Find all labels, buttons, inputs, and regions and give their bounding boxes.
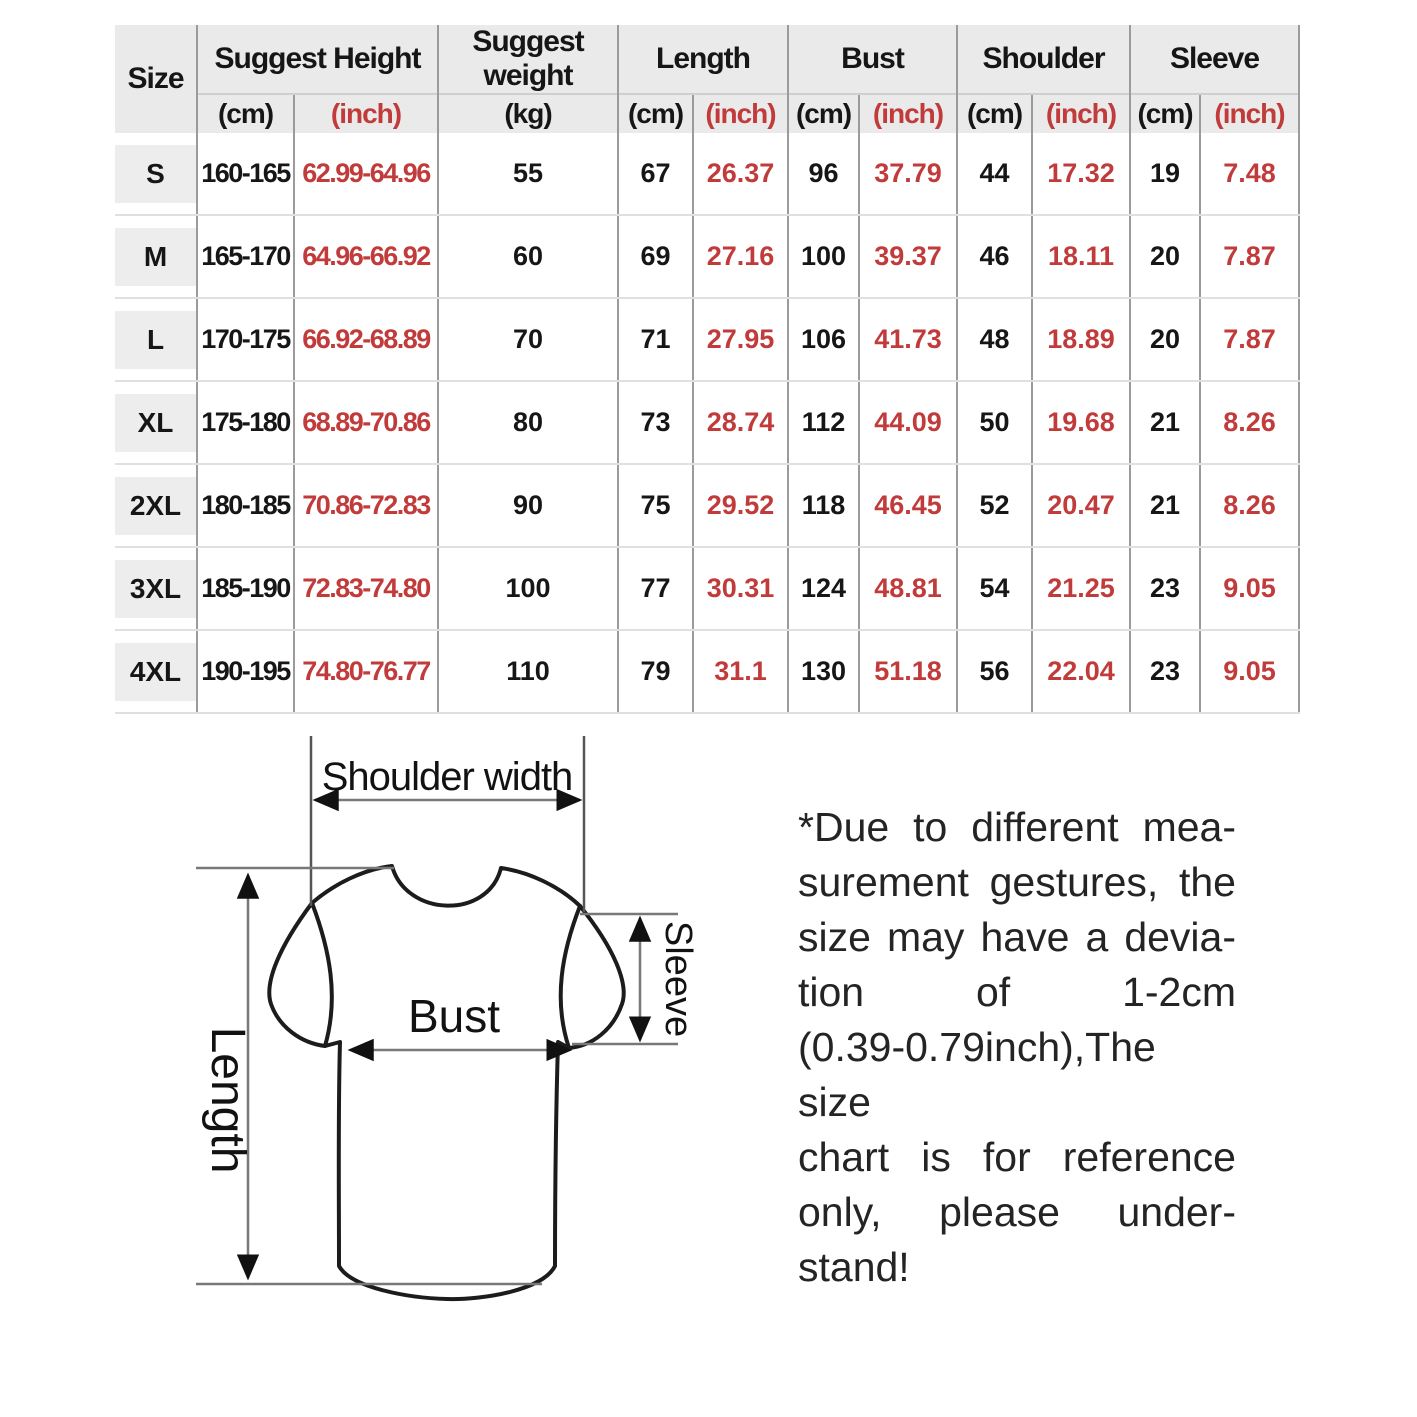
unit-weight-kg: (kg) xyxy=(438,94,618,133)
cell-shoulder-inch: 22.04 xyxy=(1032,630,1130,713)
cell-sleeve-inch: 9.05 xyxy=(1200,630,1299,713)
cell-sleeve-cm: 21 xyxy=(1130,464,1200,547)
note-line: tion of 1-2cm xyxy=(798,969,1236,1015)
table-row xyxy=(115,630,1299,713)
size-table xyxy=(115,25,1300,714)
cell-height-inch: 74.80-76.77 xyxy=(294,630,438,713)
cell-bust-inch: 51.18 xyxy=(859,630,957,713)
cell-length-inch: 27.16 xyxy=(693,215,788,298)
cell-height-inch: 70.86-72.83 xyxy=(294,464,438,547)
cell-bust-cm: 106 xyxy=(788,298,859,381)
cell-shoulder-cm: 50 xyxy=(957,381,1032,464)
cell-weight-kg: 90 xyxy=(438,464,618,547)
cell-bust-cm: 118 xyxy=(788,464,859,547)
size-label: L xyxy=(115,311,196,369)
cell-sleeve-inch: 9.05 xyxy=(1200,547,1299,630)
unit-shoulder-inch: (inch) xyxy=(1032,94,1130,133)
cell-sleeve-cm: 21 xyxy=(1130,381,1200,464)
table-row xyxy=(115,547,1299,630)
unit-shoulder-cm: (cm) xyxy=(957,94,1032,133)
measurement-disclaimer xyxy=(798,800,1236,1295)
cell-weight-kg: 110 xyxy=(438,630,618,713)
unit-bust-cm: (cm) xyxy=(788,94,859,133)
cell-shoulder-cm: 44 xyxy=(957,133,1032,215)
size-cell xyxy=(115,630,197,713)
size-cell xyxy=(115,381,197,464)
cell-bust-cm: 130 xyxy=(788,630,859,713)
tshirt-measurement-diagram xyxy=(170,722,794,1352)
table-row xyxy=(115,464,1299,547)
size-label: 4XL xyxy=(115,643,196,701)
size-cell xyxy=(115,133,197,215)
shoulder-width-label: Shoulder width xyxy=(321,755,573,799)
cell-sleeve-inch: 7.87 xyxy=(1200,298,1299,381)
unit-bust-inch: (inch) xyxy=(859,94,957,133)
cell-height-inch: 72.83-74.80 xyxy=(294,547,438,630)
cell-weight-kg: 80 xyxy=(438,381,618,464)
cell-shoulder-inch: 20.47 xyxy=(1032,464,1130,547)
table-row xyxy=(115,215,1299,298)
cell-weight-kg: 100 xyxy=(438,547,618,630)
cell-shoulder-inch: 21.25 xyxy=(1032,547,1130,630)
cell-length-inch: 29.52 xyxy=(693,464,788,547)
size-cell xyxy=(115,215,197,298)
cell-height-inch: 66.92-68.89 xyxy=(294,298,438,381)
cell-length-inch: 27.95 xyxy=(693,298,788,381)
header-suggest-height: Suggest Height xyxy=(197,25,438,94)
cell-sleeve-cm: 20 xyxy=(1130,215,1200,298)
cell-shoulder-cm: 54 xyxy=(957,547,1032,630)
cell-bust-cm: 112 xyxy=(788,381,859,464)
cell-sleeve-inch: 7.87 xyxy=(1200,215,1299,298)
cell-weight-kg: 55 xyxy=(438,133,618,215)
cell-height-cm: 185-190 xyxy=(197,547,294,630)
sleeve-label: Sleeve xyxy=(657,920,699,1038)
cell-bust-cm: 124 xyxy=(788,547,859,630)
cell-length-inch: 28.74 xyxy=(693,381,788,464)
note-line: stand! xyxy=(798,1244,910,1290)
unit-length-cm: (cm) xyxy=(618,94,693,133)
table-row xyxy=(115,133,1299,215)
note-line: only, please under- xyxy=(798,1189,1236,1235)
cell-length-cm: 71 xyxy=(618,298,693,381)
cell-shoulder-inch: 18.89 xyxy=(1032,298,1130,381)
cell-length-cm: 73 xyxy=(618,381,693,464)
size-cell xyxy=(115,464,197,547)
cell-height-inch: 68.89-70.86 xyxy=(294,381,438,464)
note-line: surement gestures, the xyxy=(798,859,1236,905)
size-label: XL xyxy=(115,394,196,452)
size-label: 2XL xyxy=(115,477,196,535)
cell-length-cm: 75 xyxy=(618,464,693,547)
note-line: size may have a devia- xyxy=(798,914,1236,960)
cell-height-cm: 175-180 xyxy=(197,381,294,464)
cell-bust-cm: 96 xyxy=(788,133,859,215)
cell-weight-kg: 70 xyxy=(438,298,618,381)
size-cell xyxy=(115,298,197,381)
cell-height-cm: 170-175 xyxy=(197,298,294,381)
tshirt-sleeve-seam-right xyxy=(561,906,580,1048)
cell-shoulder-inch: 18.11 xyxy=(1032,215,1130,298)
cell-sleeve-inch: 8.26 xyxy=(1200,464,1299,547)
size-label: 3XL xyxy=(115,560,196,618)
cell-weight-kg: 60 xyxy=(438,215,618,298)
tshirt-sleeve-seam-left xyxy=(312,903,332,1046)
cell-shoulder-cm: 56 xyxy=(957,630,1032,713)
cell-shoulder-inch: 19.68 xyxy=(1032,381,1130,464)
unit-height-cm: (cm) xyxy=(197,94,294,133)
unit-sleeve-cm: (cm) xyxy=(1130,94,1200,133)
cell-bust-inch: 39.37 xyxy=(859,215,957,298)
cell-shoulder-cm: 48 xyxy=(957,298,1032,381)
header-sleeve: Sleeve xyxy=(1130,25,1299,94)
cell-sleeve-cm: 20 xyxy=(1130,298,1200,381)
cell-sleeve-cm: 23 xyxy=(1130,547,1200,630)
cell-shoulder-cm: 52 xyxy=(957,464,1032,547)
cell-length-cm: 79 xyxy=(618,630,693,713)
table-row xyxy=(115,298,1299,381)
cell-bust-inch: 48.81 xyxy=(859,547,957,630)
length-label: Length xyxy=(201,1026,254,1174)
cell-length-inch: 31.1 xyxy=(693,630,788,713)
cell-bust-inch: 46.45 xyxy=(859,464,957,547)
cell-sleeve-inch: 7.48 xyxy=(1200,133,1299,215)
header-length: Length xyxy=(618,25,788,94)
cell-length-inch: 30.31 xyxy=(693,547,788,630)
cell-length-cm: 69 xyxy=(618,215,693,298)
cell-shoulder-inch: 17.32 xyxy=(1032,133,1130,215)
unit-sleeve-inch: (inch) xyxy=(1200,94,1299,133)
size-cell xyxy=(115,547,197,630)
bust-label: Bust xyxy=(407,990,501,1042)
cell-height-cm: 180-185 xyxy=(197,464,294,547)
cell-height-cm: 190-195 xyxy=(197,630,294,713)
cell-sleeve-cm: 19 xyxy=(1130,133,1200,215)
cell-length-cm: 77 xyxy=(618,547,693,630)
cell-length-cm: 67 xyxy=(618,133,693,215)
header-shoulder: Shoulder xyxy=(957,25,1130,94)
header-bust: Bust xyxy=(788,25,957,94)
cell-bust-inch: 37.79 xyxy=(859,133,957,215)
note-line: chart is for reference xyxy=(798,1134,1236,1180)
cell-height-cm: 160-165 xyxy=(197,133,294,215)
unit-height-inch: (inch) xyxy=(294,94,438,133)
cell-shoulder-cm: 46 xyxy=(957,215,1032,298)
size-label: M xyxy=(115,228,196,286)
cell-height-inch: 64.96-66.92 xyxy=(294,215,438,298)
size-label: S xyxy=(115,145,196,203)
note-line: (0.39-0.79inch),The size xyxy=(798,1024,1156,1125)
table-row xyxy=(115,381,1299,464)
unit-length-inch: (inch) xyxy=(693,94,788,133)
cell-sleeve-cm: 23 xyxy=(1130,630,1200,713)
cell-bust-inch: 41.73 xyxy=(859,298,957,381)
note-line: *Due to different mea- xyxy=(798,804,1236,850)
header-suggest-weight: Suggest weight xyxy=(438,25,618,94)
cell-bust-inch: 44.09 xyxy=(859,381,957,464)
cell-length-inch: 26.37 xyxy=(693,133,788,215)
cell-height-cm: 165-170 xyxy=(197,215,294,298)
header-size: Size xyxy=(115,25,197,133)
cell-height-inch: 62.99-64.96 xyxy=(294,133,438,215)
cell-bust-cm: 100 xyxy=(788,215,859,298)
cell-sleeve-inch: 8.26 xyxy=(1200,381,1299,464)
